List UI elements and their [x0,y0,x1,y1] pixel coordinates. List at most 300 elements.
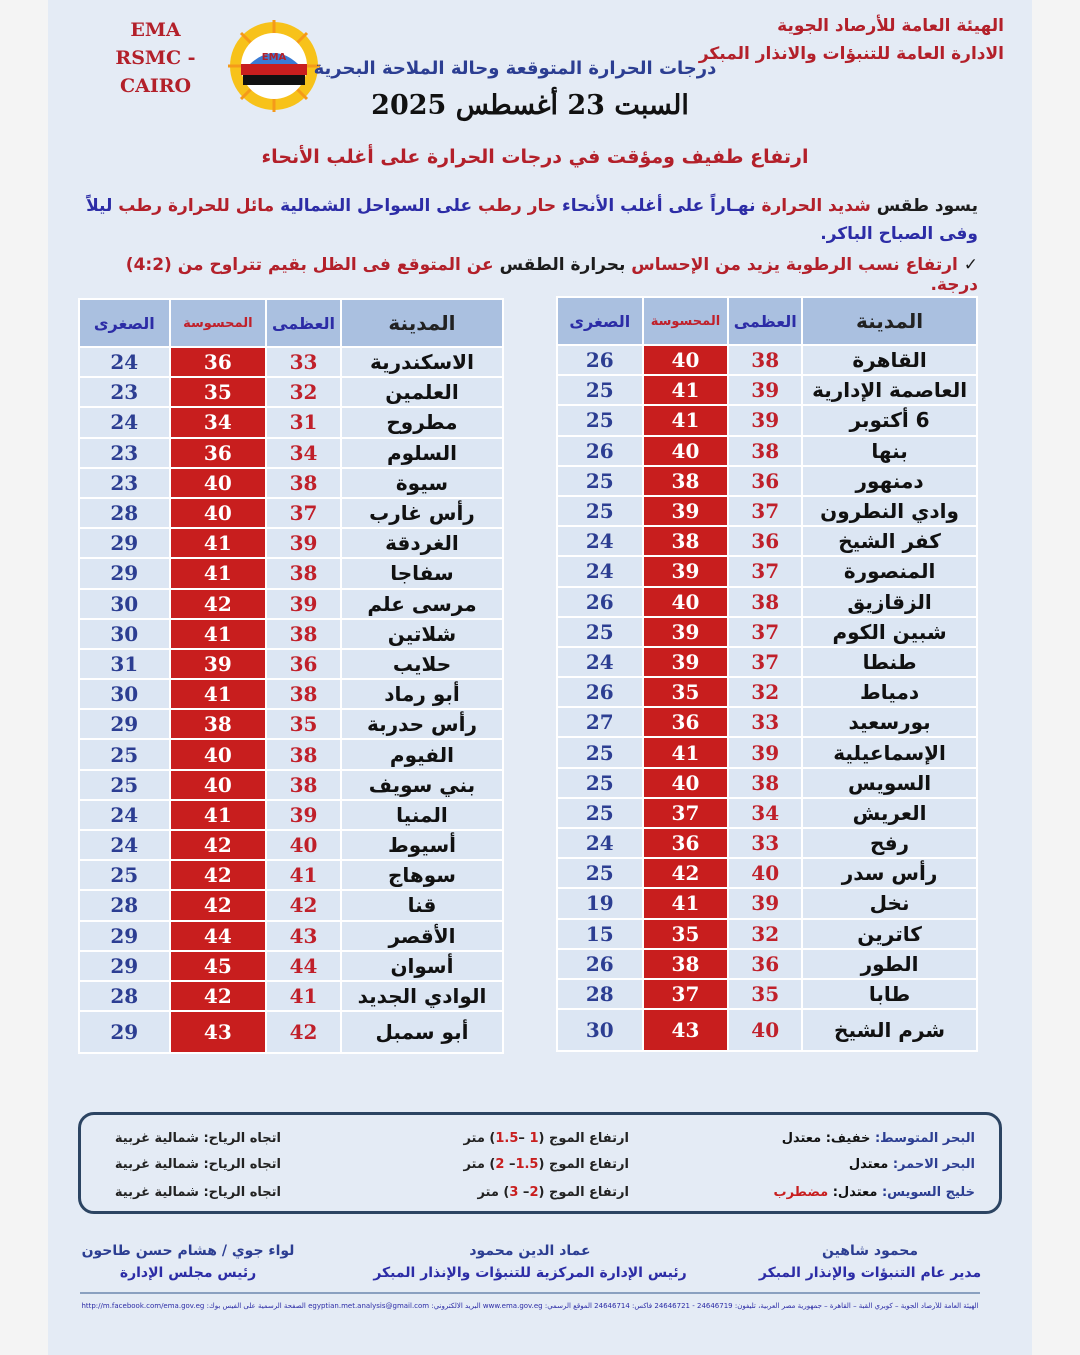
forecast-text-1: يسود طقس [870,196,978,216]
max-temp-cell: 37 [728,556,802,586]
city-cell: رأس سدر [802,858,977,888]
city-cell: دمياط [802,677,977,707]
wave-dash: – [504,1157,516,1172]
feels-like-cell: 39 [643,496,729,526]
city-cell: أسوان [341,951,503,981]
wave-low: 1 [529,1131,539,1146]
logo-text: EMA [261,52,287,63]
max-temp-cell: 32 [728,919,802,949]
max-temp-cell: 44 [266,951,341,981]
table-row [557,647,977,677]
min-temp-cell: 28 [79,981,170,1011]
min-temp-cell: 25 [557,798,643,828]
min-temp-cell: 25 [557,858,643,888]
max-temp-cell: 38 [728,587,802,617]
feels-like-cell: 40 [643,587,729,617]
city-cell: بني سويف [341,770,503,800]
table-row [557,466,977,496]
check-icon: ✓ [963,255,978,275]
city-cell: بورسعيد [802,707,977,737]
min-temp-cell: 29 [79,921,170,951]
city-cell: المنصورة [802,556,977,586]
feels-like-cell: 39 [643,556,729,586]
table-row [79,347,503,377]
min-temp-cell: 24 [79,830,170,860]
min-temp-cell: 27 [557,707,643,737]
feels-like-cell: 43 [643,1009,729,1051]
city-cell: الزقازيق [802,587,977,617]
city-cell: مطروح [341,407,503,437]
feels-like-cell: 42 [170,890,267,920]
city-cell: أسيوط [341,830,503,860]
note-text-3: عن المتوقع فى الظل بقيم تتراوح من (4:2) درجة. [125,255,978,295]
min-temp-cell: 25 [557,617,643,647]
sea-condition [782,1131,975,1146]
forecast-text-5: على السواحل الشمالية [274,196,478,216]
sea-state-box [78,1112,1002,1214]
max-temp-cell: 41 [266,981,341,1011]
city-cell: شبين الكوم [802,617,977,647]
max-temp-cell: 36 [728,466,802,496]
max-temp-cell: 34 [266,438,341,468]
wave-high: 1.5 [495,1131,519,1146]
table-row [557,828,977,858]
min-temp-cell: 29 [79,528,170,558]
signatory-name: محمود شاهين [821,1243,919,1259]
min-temp-cell: 25 [557,405,643,435]
max-temp-cell: 37 [266,498,341,528]
table-row [557,677,977,707]
wave-height [477,1185,629,1200]
max-temp-cell: 34 [728,798,802,828]
city-cell: سفاجا [341,558,503,588]
column-header-max: العظمى [728,297,802,345]
feels-like-cell: 41 [643,737,729,767]
footer-contact: الهيئة العامة للأرصاد الجوية – كوبري القبة – القاهرة – جمهورية مصر العربية، تليفون: 24646719 - 24646721 فاكس: 24646714 الموقع الرسمي: www.ema.gov.eg البريد الالكتروني: egyptian.met.analysis@gmail.com الصفحة الرسمية على الفيس بوك: http://m.facebook.com/ema.gov.eg [81,1302,979,1310]
feels-like-cell: 35 [643,677,729,707]
forecast-paragraph [78,192,978,248]
max-temp-cell: 38 [728,768,802,798]
city-cell: العريش [802,798,977,828]
table-header-row [79,299,503,347]
min-temp-cell: 30 [557,1009,643,1051]
feels-like-cell: 38 [170,709,267,739]
min-temp-cell: 26 [557,677,643,707]
table-row [79,951,503,981]
ema-code [88,16,223,100]
table-row [557,617,977,647]
max-temp-cell: 35 [266,709,341,739]
column-header-max: العظمى [266,299,341,347]
table-body-right [557,345,977,1051]
table-header-row [557,297,977,345]
column-header-city: المدينة [802,297,977,345]
city-cell: الإسماعيلية [802,737,977,767]
max-temp-cell: 39 [728,737,802,767]
min-temp-cell: 26 [557,436,643,466]
note-text-1: ارتفاع نسب الرطوبة يزيد من الإحساس [625,255,964,275]
city-cell: دمنهور [802,466,977,496]
min-temp-cell: 29 [79,951,170,981]
sea-state: معتدل: [832,1185,882,1200]
feels-like-cell: 40 [643,345,729,375]
table-row [79,649,503,679]
org-line-2: الادارة العامة للتنبؤات والانذار المبكر [698,44,1004,64]
table-row [557,375,977,405]
min-temp-cell: 30 [79,589,170,619]
sea-state-2: معتدل [781,1131,826,1146]
city-cell: سيوة [341,468,503,498]
table-row [79,739,503,769]
table-row [79,407,503,437]
column-header-feels: المحسوسة [170,299,267,347]
min-temp-cell: 25 [557,375,643,405]
sea-state: خفيف: [825,1131,875,1146]
max-temp-cell: 42 [266,1011,341,1053]
feels-like-cell: 42 [170,830,267,860]
footer-divider [80,1292,980,1294]
max-temp-cell: 35 [728,979,802,1009]
table-row [557,405,977,435]
city-cell: شلاتين [341,619,503,649]
feels-like-cell: 40 [170,468,267,498]
table-row [557,587,977,617]
min-temp-cell: 25 [79,860,170,890]
min-temp-cell: 30 [79,679,170,709]
table-row [79,558,503,588]
min-temp-cell: 24 [79,407,170,437]
max-temp-cell: 42 [266,890,341,920]
city-cell: نخل [802,888,977,918]
feels-like-cell: 39 [643,617,729,647]
feels-like-cell: 41 [170,558,267,588]
min-temp-cell: 24 [557,647,643,677]
feels-like-cell: 42 [170,589,267,619]
max-temp-cell: 33 [266,347,341,377]
wind-direction: اتجاه الرياح: شمالية غربية [114,1157,281,1172]
max-temp-cell: 36 [728,526,802,556]
city-cell: السلوم [341,438,503,468]
table-body-left [79,347,503,1053]
feels-like-cell: 40 [643,436,729,466]
city-cell: الوادي الجديد [341,981,503,1011]
sea-name: خليج السويس: [881,1185,975,1200]
feels-like-cell: 41 [643,375,729,405]
table-row [79,890,503,920]
max-temp-cell: 38 [266,468,341,498]
wind-direction: اتجاه الرياح: شمالية غربية [114,1131,281,1146]
max-temp-cell: 33 [728,828,802,858]
min-temp-cell: 24 [557,526,643,556]
min-temp-cell: 23 [79,377,170,407]
table-row [557,496,977,526]
city-cell: طابا [802,979,977,1009]
wave-low: 2 [529,1185,539,1200]
city-cell: العلمين [341,377,503,407]
table-row [79,377,503,407]
city-cell: أبو سمبل [341,1011,503,1053]
max-temp-cell: 33 [728,707,802,737]
bulletin-subtitle: درجات الحرارة المتوقعة وحالة الملاحة البحرية [313,58,717,79]
min-temp-cell: 23 [79,438,170,468]
table-row [79,800,503,830]
max-temp-cell: 32 [728,677,802,707]
table-row [557,798,977,828]
min-temp-cell: 30 [79,619,170,649]
table-row [557,888,977,918]
org-line-1: الهيئة العامة للأرصاد الجوية [777,16,1004,36]
city-cell: السويس [802,768,977,798]
column-header-feels: المحسوسة [643,297,729,345]
city-cell: رأس حدربة [341,709,503,739]
signatory-role: رئيس مجلس الإدارة [119,1265,257,1281]
city-cell: رفح [802,828,977,858]
city-cell: الأقصر [341,921,503,951]
wave-label: ارتفاع الموج ( [538,1185,629,1200]
wave-height [463,1131,629,1146]
sea-condition [774,1185,975,1200]
max-temp-cell: 41 [266,860,341,890]
column-header-city: المدينة [341,299,503,347]
table-row [557,436,977,466]
table-row [557,1009,977,1051]
wave-unit: ) متر [463,1131,496,1146]
city-cell: القاهرة [802,345,977,375]
city-cell: بنها [802,436,977,466]
signature-chairman [78,1240,298,1284]
city-cell: العاصمة الإدارية [802,375,977,405]
feels-like-cell: 38 [643,466,729,496]
table-row [557,919,977,949]
max-temp-cell: 32 [266,377,341,407]
feels-like-cell: 40 [170,498,267,528]
feels-like-cell: 40 [643,768,729,798]
max-temp-cell: 40 [728,1009,802,1051]
min-temp-cell: 29 [79,709,170,739]
max-temp-cell: 39 [266,528,341,558]
feels-like-cell: 42 [643,858,729,888]
city-cell: الطور [802,949,977,979]
signatory-role: رئيس الإدارة المركزية للتنبؤات والإنذار المبكر [373,1265,687,1281]
feels-like-cell: 41 [643,888,729,918]
max-temp-cell: 39 [266,589,341,619]
humidity-note [78,255,978,295]
forecast-text-7: ليلاً وفى الصباح الباكر. [86,196,978,244]
city-cell: الفيوم [341,739,503,769]
max-temp-cell: 36 [266,649,341,679]
city-cell: وادي النطرون [802,496,977,526]
max-temp-cell: 37 [728,496,802,526]
wave-dash: – [518,1185,530,1200]
wave-unit: ) متر [477,1185,510,1200]
city-cell: الاسكندرية [341,347,503,377]
table-row [79,498,503,528]
table-row [557,858,977,888]
temperature-table-left [78,298,504,1054]
wind-direction: اتجاه الرياح: شمالية غربية [114,1185,281,1200]
max-temp-cell: 38 [266,558,341,588]
table-row [79,709,503,739]
sea-name: البحر الاحمر: [892,1157,975,1172]
city-cell: كفر الشيخ [802,526,977,556]
feels-like-cell: 38 [643,949,729,979]
note-text-2: بحرارة الطقس [499,255,626,275]
min-temp-cell: 28 [79,890,170,920]
table-row [557,737,977,767]
city-cell: مرسى علم [341,589,503,619]
feels-like-cell: 40 [170,770,267,800]
city-cell: الغردقة [341,528,503,558]
wave-high: 2 [495,1157,505,1172]
min-temp-cell: 25 [557,466,643,496]
max-temp-cell: 38 [728,345,802,375]
city-cell: شرم الشيخ [802,1009,977,1051]
table-row [79,770,503,800]
city-cell: قنا [341,890,503,920]
signatory-name: لواء جوي / هشام حسن طاحون [81,1243,295,1259]
min-temp-cell: 28 [79,498,170,528]
signatory-role: مدير عام التنبؤات والإنذار المبكر [758,1265,982,1281]
feels-like-cell: 38 [643,526,729,556]
sea-row-red-sea [81,1157,999,1181]
sea-name: البحر المتوسط: [874,1131,975,1146]
feels-like-cell: 39 [643,647,729,677]
min-temp-cell: 25 [79,739,170,769]
ema-code-line2: RSMC - CAIRO [115,47,196,97]
signature-forecast-director [740,1240,1000,1284]
min-temp-cell: 29 [79,558,170,588]
feels-like-cell: 41 [170,679,267,709]
min-temp-cell: 28 [557,979,643,1009]
forecast-text-6: مائل للحرارة رطب [118,196,275,216]
forecast-text-3: نهـاراً على أغلب الأنحاء [556,196,762,216]
sea-state-2: مضطرب [773,1185,833,1200]
table-row [79,528,503,558]
temperature-table-right [556,296,978,1052]
min-temp-cell: 26 [557,949,643,979]
sea-row-mediterranean [81,1131,999,1155]
min-temp-cell: 19 [557,888,643,918]
feels-like-cell: 35 [643,919,729,949]
table-row [79,860,503,890]
feels-like-cell: 41 [170,800,267,830]
sea-row-gulf-of-suez [81,1185,999,1209]
city-cell: أبو رماد [341,679,503,709]
min-temp-cell: 25 [557,496,643,526]
city-cell: كاترين [802,919,977,949]
feels-like-cell: 41 [170,619,267,649]
bulletin-headline: ارتفاع طفيف ومؤقت في درجات الحرارة على أغلب الأنحاء [261,146,809,168]
table-row [79,438,503,468]
max-temp-cell: 38 [266,619,341,649]
city-cell: 6 أكتوبر [802,405,977,435]
column-header-min: الصغرى [557,297,643,345]
min-temp-cell: 23 [79,468,170,498]
min-temp-cell: 26 [557,345,643,375]
feels-like-cell: 39 [170,649,267,679]
min-temp-cell: 29 [79,1011,170,1053]
wave-height [463,1157,629,1172]
min-temp-cell: 15 [557,919,643,949]
feels-like-cell: 41 [643,405,729,435]
wave-unit: ) متر [463,1157,496,1172]
table-row [79,981,503,1011]
feels-like-cell: 36 [643,828,729,858]
min-temp-cell: 24 [79,800,170,830]
feels-like-cell: 41 [170,528,267,558]
feels-like-cell: 43 [170,1011,267,1053]
wave-dash: – [518,1131,530,1146]
signatory-name: عماد الدين محمود [469,1243,591,1259]
max-temp-cell: 40 [266,830,341,860]
feels-like-cell: 35 [170,377,267,407]
feels-like-cell: 44 [170,921,267,951]
feels-like-cell: 36 [170,347,267,377]
table-row [557,979,977,1009]
feels-like-cell: 36 [643,707,729,737]
wave-label: ارتفاع الموج ( [538,1131,629,1146]
table-row [79,679,503,709]
max-temp-cell: 37 [728,617,802,647]
max-temp-cell: 36 [728,949,802,979]
city-cell: حلايب [341,649,503,679]
max-temp-cell: 38 [728,436,802,466]
organization-name [699,12,1004,68]
feels-like-cell: 36 [170,438,267,468]
table-row [79,589,503,619]
feels-like-cell: 37 [643,798,729,828]
min-temp-cell: 25 [79,770,170,800]
table-row [557,768,977,798]
min-temp-cell: 24 [79,347,170,377]
table-row [557,707,977,737]
table-row [79,619,503,649]
max-temp-cell: 39 [266,800,341,830]
min-temp-cell: 24 [557,556,643,586]
min-temp-cell: 25 [557,768,643,798]
max-temp-cell: 43 [266,921,341,951]
feels-like-cell: 45 [170,951,267,981]
table-row [79,1011,503,1053]
max-temp-cell: 31 [266,407,341,437]
feels-like-cell: 37 [643,979,729,1009]
min-temp-cell: 26 [557,587,643,617]
city-cell: سوهاج [341,860,503,890]
feels-like-cell: 34 [170,407,267,437]
wave-low: 1.5 [515,1157,539,1172]
max-temp-cell: 38 [266,770,341,800]
sea-state: معتدل [848,1157,893,1172]
signature-central-admin [360,1240,700,1284]
city-cell: المنيا [341,800,503,830]
feels-like-cell: 42 [170,981,267,1011]
max-temp-cell: 39 [728,405,802,435]
sea-condition [849,1157,975,1172]
min-temp-cell: 25 [557,737,643,767]
table-row [79,921,503,951]
max-temp-cell: 38 [266,679,341,709]
forecast-text-2: شديد الحرارة [761,196,871,216]
table-row [557,345,977,375]
max-temp-cell: 37 [728,647,802,677]
feels-like-cell: 42 [170,860,267,890]
table-row [79,468,503,498]
table-row [557,526,977,556]
ema-code-line1: EMA [130,19,181,41]
table-row [557,556,977,586]
max-temp-cell: 39 [728,888,802,918]
bulletin-date: السبت 23 أغسطس 2025 [371,90,689,121]
